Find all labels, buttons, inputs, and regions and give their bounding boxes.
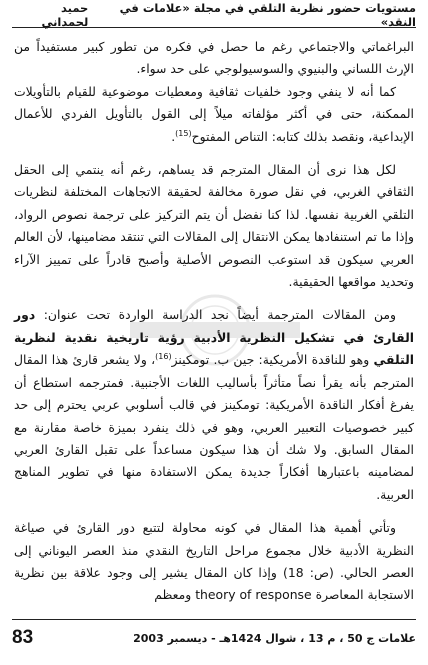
paragraph-3-text: لكل هذا نرى أن المقال المترجم قد يساهم، رغم أنه ينتمي إلى الحقل الثقافي الغربي، في نقل صورة مخالفة لحقيقة الاتجاهات المختلفة لنظريات التلقي الغربية نفسها. لذا كنا نفضل أن يتم التركيز على ترجمة نصوص الرواد، وإذا ما تم استنفادها يمكن الانتقال إلى المقالات التي تنتقد مضامينها، لأن العالم العربي سيكون قد استوعب النصوص الأصلية وأصبح قادراً على تمييز الآراء وتحديد مواقعها الحقيقية. (14, 162, 414, 290)
paragraph-2 (14, 81, 414, 148)
paragraph-5-text: وتأتي أهمية هذا المقال في كونه محاولة لتتبع دور القارئ في صياغة النظرية الأدبية خلال مجموع مراحل التاريخ النقدي منذ العصر اليوناني إلى العصر الحالي. (ص: 18) وإذا كان المقال يشير إلى وجود علاقة بين نظرية الاستجابة المعاصرة (14, 520, 414, 603)
paragraph-4-intro: ومن المقالات المترجمة أيضاً نجد الدراسة الواردة تحت عنوان: (35, 307, 396, 323)
footer-rule (12, 619, 416, 620)
paragraph-2-text: كما أنه لا ينفي وجود خلفيات ثقافية ومعطيات موضوعية للقيام بالتأويلات الممكنة، حتى في أكثر مؤلفاته ميلاً إلى القول بالتأويل الفردي للأعمال الإبداعية، ونقصد بذلك كتابه: التناص المفتوح (14, 83, 414, 144)
page-number: 83 (12, 627, 34, 648)
paragraph-5-latin-term: theory of response (195, 587, 312, 603)
paragraph-4 (14, 304, 414, 506)
paragraph-2-end: . (171, 128, 176, 144)
article-body (14, 36, 414, 607)
running-header (12, 1, 416, 29)
paragraph-4-rest: ، ولا يشعر قارئ هذا المقال المترجم بأنه يقرأ نصاً متأثراً بأساليب اللغات الأجنبية. فمترجمه استطاع أن يفرغ أفكار الناقدة الأمريكية: تومكينز في قالب أسلوبي عربي يحترم إلى حد كبير خصوصيات التعبير العربي، وهو في ذلك ينفرد بميزة خاصة مقارنة مع المقال السابق. ولا شك أن هذا سيكون مساعداً على تقبل القارئ العربي لمضامينه باعتبارها أفكاراً جديدة يمكن الاستفادة منها في تطوير المناهج العربية. (14, 352, 414, 502)
article-title: مستويات حضور نظرية التلقي في مجلة «علامات في النقد» (119, 1, 416, 29)
paragraph-5-end: ومعظم (154, 587, 196, 603)
header-rule (12, 27, 416, 28)
paragraph-1-text: البراغماتي والاجتماعي رغم ما حصل في فكره من تطور كبير مستفيداً من الإرث اللساني والبنيوي والسوسيولوجي على حد سواء. (14, 39, 414, 77)
paragraph-5 (14, 517, 414, 607)
paragraph-4-author: وهو للناقدة الأمريكية: جين ب. تومكينز (171, 352, 374, 368)
journal-issue-line: علامات ج 50 ، م 13 ، شوال 1424هـ - ديسمبر 2003 (133, 631, 416, 645)
author-name: حميد لحمداني (41, 1, 89, 29)
paragraph-4-study-title: دور القارئ في تشكيل النظرية الأدبية رؤية تاريخية نقدية لنظرية التلقي (14, 307, 414, 368)
page-footer (12, 626, 416, 650)
footnote-ref-15: (15) (175, 128, 192, 138)
paragraph-1 (14, 36, 414, 81)
footnote-ref-16: (16) (155, 352, 172, 362)
paragraph-3 (14, 159, 414, 293)
